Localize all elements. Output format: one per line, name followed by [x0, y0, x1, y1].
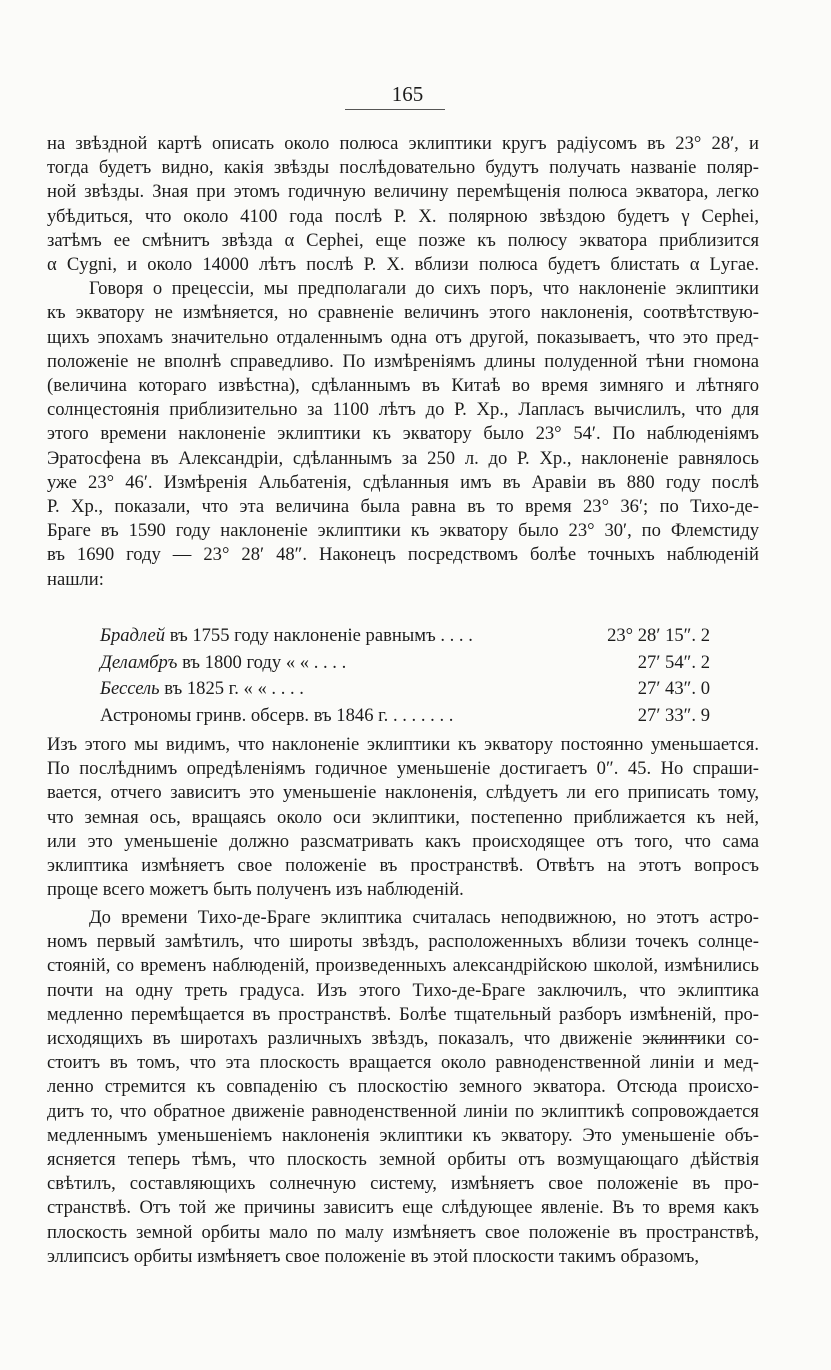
observation-description [100, 703, 520, 730]
text-line: почти на одну треть градуса. Изъ этого Тихо-де-Браге заключилъ, что эклиптика [47, 979, 759, 1001]
obliquity-value: 27′ 43″. 0 [637, 678, 710, 699]
text-line: ясняется теперь тѣмъ, что плоскость земной орбиты отъ возмущающаго дѣйствія [47, 1149, 759, 1171]
text-line: Браге въ 1590 году наклоненіе эклиптики къ экватору было 23° 30′, по Флемстиду [47, 520, 759, 542]
page-number-rule [345, 109, 445, 110]
text-line: эклиптика измѣняетъ свое положеніе въ пространствѣ. Отвѣтъ на этотъ вопросъ [47, 855, 759, 877]
text-line: исходящихъ въ широтахъ различныхъ звѣздъ, показалъ, что движеніе эклиптики со- [47, 1028, 759, 1050]
text-line: проще всего можетъ быть полученъ изъ наблюденій. [47, 879, 464, 901]
text-line: нашли: [47, 568, 104, 590]
text-line: что земная ось, вращаясь около оси эклиптики, постепенно приближается къ ней, [47, 806, 759, 828]
obliquity-value: 23° 28′ 15″. 2 [607, 625, 710, 646]
observer-name: Бессель [100, 678, 160, 699]
observer-name: Брадлей [100, 625, 166, 646]
paragraph-1 [47, 132, 759, 592]
text-line: затѣмъ ее смѣнитъ звѣзда α Серһеі, еще позже къ полюсу экватора приблизится [47, 229, 759, 251]
text-line: Говоря о прецессіи, мы предполагали до сихъ поръ, что наклоненіе эклиптики [89, 278, 759, 300]
text-line: (величина котораго извѣстна), сдѣланнымъ въ Китаѣ во время зимняго и лѣтняго [47, 375, 759, 397]
observation-row [100, 623, 710, 650]
observations-table [100, 623, 710, 729]
text-line: До времени Тихо-де-Браге эклиптика считалась неподвижною, но этотъ астро- [89, 907, 759, 928]
text-line: положеніе не вполнѣ справедливо. По измѣреніямъ длины полуденной тѣни гномона [47, 350, 759, 372]
text-line: въ 1690 году — 23° 28′ 48″. Наконецъ посредствомъ болѣе точныхъ наблюденій [47, 544, 759, 566]
text-line: этого времени наклоненіе эклиптики къ экватору было 23° 54′. По наблюденіямъ [47, 423, 759, 445]
text-line: дитъ то, что обратное движеніе равноденственной линіи по эклиптикѣ сопровождается [47, 1100, 759, 1122]
text-line: Р. Хр., показали, что эта величина была равна въ то время 23° 36′; по Тихо-де- [47, 496, 759, 518]
text-line: вается, отчего зависитъ это уменьшеніе наклоненія, слѣдуетъ ли его приписать тому, [47, 782, 759, 804]
text-line: α Cygni, и около 14000 лѣтъ послѣ Р. Х. вблизи полюса будетъ блистать α Lугае. [47, 254, 759, 276]
obliquity-value: 27′ 33″. 9 [637, 704, 710, 726]
text-line: стояній, со временъ наблюденій, произведенныхъ александрійскою школой, измѣнились [47, 955, 759, 977]
observation-text: въ 1825 г. « « . . . . [164, 678, 304, 699]
text-line: на звѣздной картѣ описать около полюса эклиптики кругъ радіусомъ въ 23° 28′, и [47, 133, 759, 154]
ink-strike-mark [644, 1039, 700, 1040]
observation-text: въ 1800 году « « . . . . [182, 651, 347, 673]
text-line: ленно стремится къ совпаденію съ плоскостію земного экватора. Отсюда происхо- [47, 1076, 759, 1098]
paragraph-3 [47, 906, 759, 1269]
observation-description [100, 676, 520, 703]
text-line: медленно перемѣщается въ пространствѣ. Болѣе тщательный разборъ измѣненій, про- [47, 1003, 759, 1025]
text-line: къ экватору не измѣняется, но сравненіе величинъ этого наклоненія, соотвѣтствую- [47, 302, 759, 324]
text-line: ной звѣзды. Зная при этомъ годичную величину перемѣщенія полюса экватора, легко [47, 181, 759, 203]
text-line: убѣдиться, что около 4100 года послѣ Р. Х. полярною звѣздою будетъ γ Серһеі, [47, 205, 759, 227]
text-line: медленнымъ уменьшеніемъ наклоненія эклиптики къ экватору. Это уменьшеніе объ- [47, 1124, 759, 1146]
observation-row [100, 650, 710, 677]
text-line: плоскость земной орбиты мало по малу измѣняетъ свое положеніе въ пространствѣ, [47, 1221, 759, 1243]
observation-text: Астрономы гринв. обсерв. въ 1846 г. . . . . . . . [100, 704, 454, 726]
observer-name: Деламбръ [100, 651, 178, 673]
text-line: эллипсисъ орбиты измѣняетъ свое положеніе въ этой плоскости такимъ образомъ, [47, 1245, 699, 1267]
text-line: уже 23° 46′. Измѣренія Альбатенія, сдѣланныя имъ въ Аравіи въ 880 году послѣ [47, 471, 759, 493]
observation-row [100, 703, 710, 730]
observation-description [100, 623, 520, 650]
page-number: 165 [391, 82, 424, 106]
paragraph-2 [47, 733, 759, 902]
text-line: странствѣ. Отъ той же причины зависитъ еще слѣдующее явленіе. Въ то время какъ [47, 1197, 759, 1219]
observation-description [100, 650, 520, 677]
obliquity-value: 27′ 54″. 2 [637, 651, 710, 673]
text-line: Изъ этого мы видимъ, что наклоненіе эклиптики къ экватору постоянно уменьшается. [47, 734, 759, 755]
text-line: номъ первый замѣтилъ, что широты звѣздъ, расположенныхъ вблизи точекъ солнце- [47, 931, 759, 953]
text-line: стоитъ въ томъ, что эта плоскость вращается около равноденственной линіи и мед- [47, 1052, 759, 1074]
text-line: тогда будетъ видно, какія звѣзды послѣдовательно будутъ получать названіе поляр- [47, 157, 759, 179]
text-line: или это уменьшеніе должно разсматривать какъ происходящее отъ того, что сама [47, 830, 759, 852]
observation-row [100, 676, 710, 703]
text-line: Эратосфена въ Александріи, сдѣланнымъ за 250 л. до Р. Хр., наклоненіе равнялось [47, 447, 759, 469]
text-line: По послѣднимъ опредѣленіямъ годичное уменьшеніе достигаетъ 0″. 45. Но спраши- [47, 758, 759, 780]
text-line: свѣтилъ, составляющихъ солнечную систему, измѣняетъ свое положеніе въ про- [47, 1173, 759, 1195]
text-line: щихъ эпохамъ значительно отдаленнымъ одна отъ другой, показываетъ, что это пред- [47, 326, 759, 348]
text-line: солнцестоянія приблизительно за 1100 лѣтъ до Р. Хр., Лапласъ вычислилъ, что для [47, 399, 759, 421]
observation-text: въ 1755 году наклоненіе равнымъ . . . . [169, 625, 473, 646]
